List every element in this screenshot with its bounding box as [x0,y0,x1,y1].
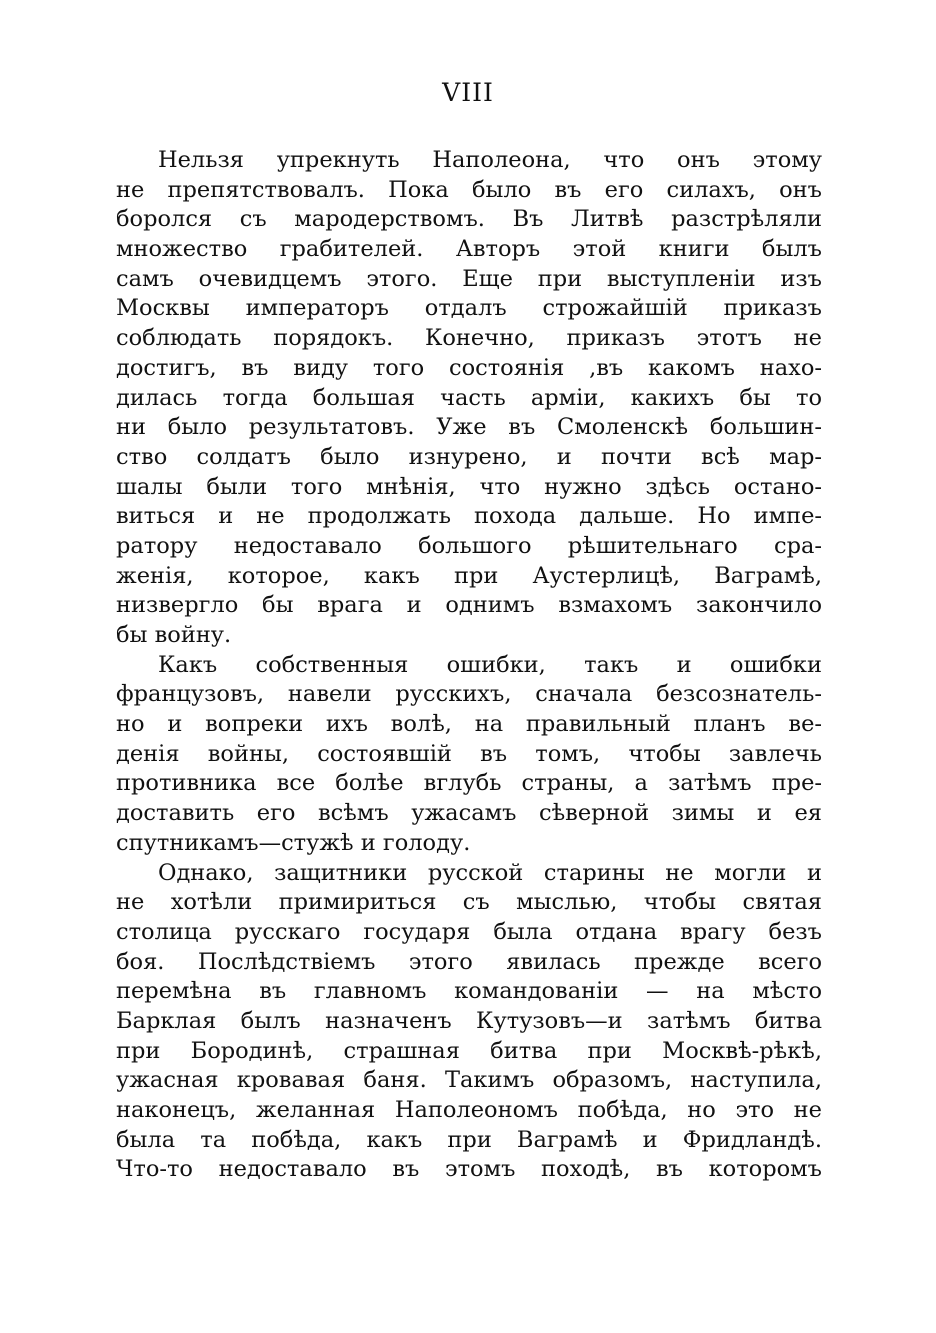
text-line: низвергло бы врага и однимъ взмахомъ закончило [116,592,822,619]
text-line: шалы были того мнѣнія, что нужно здѣсь остано- [116,473,822,500]
text-line: спутникамъ—стужѣ и голоду. [116,829,471,856]
text-line: виться и не продолжать похода дальше. Но импе- [116,503,822,530]
text-line: ужасная кровавая баня. Такимъ образомъ, наступила, [116,1067,822,1094]
text-line: денія войны, состоявшій въ томъ, чтобы завлечь [116,740,822,767]
text-line: боролся съ мародерствомъ. Въ Литвѣ разстрѣляли [116,206,822,233]
text-line: Что-то недоставало въ этомъ походѣ, въ которомъ [116,1156,822,1183]
text-line: бы войну. [116,622,232,648]
text-line: была та побѣда, какъ при Ваграмѣ и Фридландѣ. [116,1126,822,1153]
text-line: ратору недоставало большого рѣшительнаго сра- [116,532,822,559]
text-line: дилась тогда большая часть арміи, какихъ бы то [116,384,822,411]
text-line: французовъ, навели русскихъ, сначала безсознатель- [116,681,822,708]
text-line: но и вопреки ихъ волѣ, на правильный планъ ве- [116,711,822,738]
text-line: при Бородинѣ, страшная битва при Москвѣ-рѣкѣ, [116,1037,822,1064]
body-text [116,146,822,1185]
page-number: VIII [442,78,494,107]
text-line: множество грабителей. Авторъ этой книги былъ [116,236,822,263]
text-line: боя. Послѣдствіемъ этого явилась прежде всего [116,948,822,975]
text-line: достигъ, въ виду того состоянія ,въ какомъ нахо- [116,354,822,381]
text-line: перемѣна въ главномъ командованіи — на мѣсто [116,978,822,1005]
text-line: противника все болѣе вглубь страны, а затѣмъ пре- [116,770,822,797]
text-line: ни было результатовъ. Уже въ Смоленскѣ большин- [116,414,822,441]
text-line: Нельзя упрекнуть Наполеона, что онъ этому [158,147,822,173]
text-line: Однако, защитники русской старины не могли и [158,859,822,886]
text-line: доставить его всѣмъ ужасамъ сѣверной зимы и ея [116,800,822,827]
text-line: Москвы императоръ отдалъ строжайшій приказъ [116,295,822,322]
text-line: столица русскаго государя была отдана врагу безъ [116,918,822,945]
text-line: наконецъ, желанная Наполеономъ побѣда, но это не [116,1097,822,1123]
text-line: Какъ собственныя ошибки, такъ и ошибки [158,651,822,678]
text-line: ство солдатъ было изнурено, и почти всѣ мар- [116,443,822,470]
text-line: самъ очевидцемъ этого. Еще при выступленіи изъ [116,265,822,292]
text-line: соблюдать порядокъ. Конечно, приказъ этотъ не [116,325,822,352]
text-line: Барклая былъ назначенъ Кутузовъ—и затѣмъ битва [116,1007,822,1034]
text-line: не препятствовалъ. Пока было въ его силахъ, онъ [116,176,822,203]
text-line: не хотѣли примириться съ мыслью, чтобы святая [116,889,822,916]
text-line: женія, которое, какъ при Аустерлицѣ, Ваграмѣ, [116,562,822,589]
